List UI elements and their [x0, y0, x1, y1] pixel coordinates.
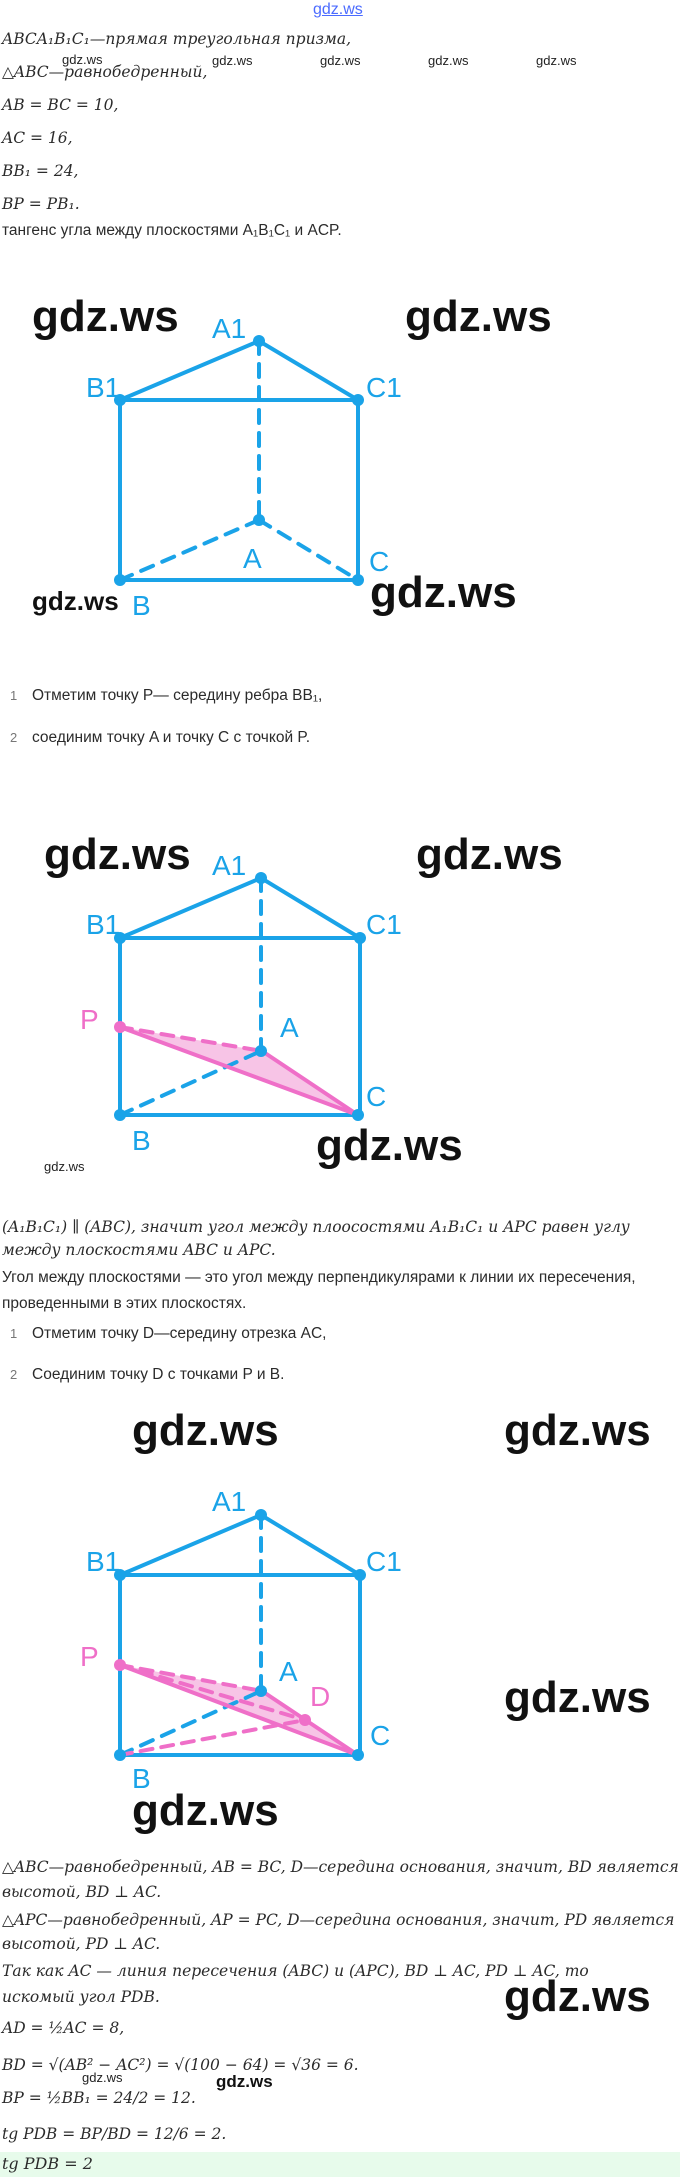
solution-line-8: BD = √(AB² − AC²) = √(100 − 64) = √36 = 6.	[2, 2056, 359, 2074]
solution-line-4: высотой, PD ⊥ AC.	[2, 1935, 161, 1953]
svg-text:A: A	[279, 1656, 298, 1687]
watermark-big: gdz.ws	[370, 568, 517, 617]
label-c: C	[369, 546, 390, 577]
figure-prism-1	[0, 285, 680, 625]
svg-text:gdz.ws: gdz.ws	[416, 835, 563, 879]
edge-a1-c1	[259, 341, 358, 400]
vertex-b	[114, 574, 126, 586]
step-1-2: 2 соединим точку A и точку C с точкой P.	[10, 729, 311, 746]
answer-bar	[0, 2152, 680, 2177]
watermark-small: gdz.ws	[82, 2070, 123, 2085]
svg-text:gdz.ws: gdz.ws	[504, 1406, 651, 1455]
svg-text:B: B	[132, 1763, 151, 1794]
explain-line-4: проведенными в этих плоскостях.	[2, 1295, 247, 1312]
label-a1: A1	[212, 313, 247, 344]
svg-text:C: C	[370, 1720, 391, 1751]
given-line-4: AC = 16,	[2, 129, 73, 147]
label-b: B	[132, 590, 151, 621]
solution-line-9: BP = ½BB₁ = 24/2 = 12.	[2, 2089, 196, 2107]
answer-text: tg PDB = 2	[2, 2154, 93, 2173]
segment-pc	[120, 1027, 358, 1115]
watermark-top[interactable]: gdz.ws	[313, 1, 363, 18]
svg-text:B: B	[132, 1125, 151, 1156]
figure-prism-2	[0, 835, 680, 1180]
svg-text:gdz.ws: gdz.ws	[132, 1406, 279, 1455]
solution-line-2: высотой, BD ⊥ AC.	[2, 1883, 162, 1901]
vertex-a	[253, 514, 265, 526]
svg-text:gdz.ws: gdz.ws	[44, 835, 191, 879]
step-2-2: 2 Соединим точку D с точками P и B.	[10, 1366, 285, 1383]
watermark-medium: gdz.ws	[216, 2072, 273, 2091]
svg-text:gdz.ws: gdz.ws	[316, 1121, 463, 1170]
edge-b1-a1	[120, 341, 259, 400]
solution-line-7: AD = ½AC = 8,	[2, 2019, 125, 2037]
watermark-small: gdz.ws	[536, 53, 577, 68]
figure-prism-3	[0, 1395, 680, 1855]
svg-text:A1: A1	[212, 850, 247, 881]
given-line-7: тангенс угла между плоскостями A₁B₁C₁ и ACP.	[2, 222, 342, 239]
svg-text:gdz.ws: gdz.ws	[504, 1673, 651, 1722]
svg-text:B1: B1	[86, 1546, 121, 1577]
svg-text:A: A	[280, 1012, 299, 1043]
svg-text:D: D	[310, 1681, 331, 1712]
svg-text:C1: C1	[366, 909, 402, 940]
solution-line-3: △APC—равнобедренный, AP = PC, D—середина основания, значит, PD является	[2, 1911, 675, 1929]
explain-line-2: между плоскостями ABC и APC.	[2, 1241, 276, 1259]
watermark-medium: gdz.ws	[32, 586, 119, 616]
watermark-small: gdz.ws	[320, 53, 361, 68]
explain-line-1: (A₁B₁C₁) ∥ (ABC), значит угол между плоосостями A₁B₁C₁ и APC равен углу	[2, 1218, 630, 1236]
edge-a-c-hidden	[259, 520, 358, 580]
given-line-2: △ABC—равнобедренный,	[2, 63, 208, 81]
edge-b-a-hidden	[120, 520, 259, 580]
svg-text:A1: A1	[212, 1486, 247, 1517]
label-c1: C1	[366, 372, 402, 403]
watermark-small: gdz.ws	[62, 52, 103, 67]
step-2-1: 1 Отметим точку D—середину отрезка AC,	[10, 1325, 327, 1342]
explain-line-3: Угол между плоскостями — это угол между перпендикулярами к линии их пересечения,	[2, 1269, 636, 1286]
point-d	[299, 1714, 311, 1726]
watermark-small: gdz.ws	[212, 53, 253, 68]
svg-text:gdz.ws: gdz.ws	[44, 1159, 85, 1174]
step-1-1: 1 Отметим точку P— середину ребра BB₁,	[10, 687, 323, 704]
svg-text:P: P	[80, 1641, 99, 1672]
solution-line-1: △ABC—равнобедренный, AB = BC, D—середина основания, значит, BD является	[2, 1858, 679, 1876]
vertex-c	[352, 574, 364, 586]
vertex-a1	[253, 335, 265, 347]
svg-text:gdz.ws: gdz.ws	[132, 1786, 279, 1835]
segment-bd	[120, 1720, 305, 1755]
label-a: A	[243, 543, 262, 574]
watermark-big: gdz.ws	[405, 292, 552, 341]
solution-line-5: Так как AC — линия пересечения (ABC) и (APC), BD ⊥ AC, PD ⊥ AC, то	[2, 1962, 589, 1980]
watermark-small: gdz.ws	[428, 53, 469, 68]
solution-line-6: искомый угол PDB.	[2, 1988, 160, 2006]
label-b1: B1	[86, 372, 121, 403]
given-line-5: BB₁ = 24,	[2, 162, 79, 180]
solution-line-10: tg PDB = BP/BD = 12/6 = 2.	[2, 2125, 227, 2143]
point-p	[114, 1021, 126, 1033]
watermark-big: gdz.ws	[504, 1972, 651, 2021]
vertex-c1	[352, 394, 364, 406]
given-line-1: ABCA₁B₁C₁—прямая треугольная призма,	[2, 30, 352, 48]
svg-text:P: P	[80, 1004, 99, 1035]
svg-text:B1: B1	[86, 909, 121, 940]
given-line-6: BP = PB₁.	[2, 195, 80, 213]
svg-text:C1: C1	[366, 1546, 402, 1577]
svg-text:C: C	[366, 1081, 387, 1112]
given-line-3: AB = BC = 10,	[2, 96, 119, 114]
watermark-big: gdz.ws	[32, 292, 179, 341]
